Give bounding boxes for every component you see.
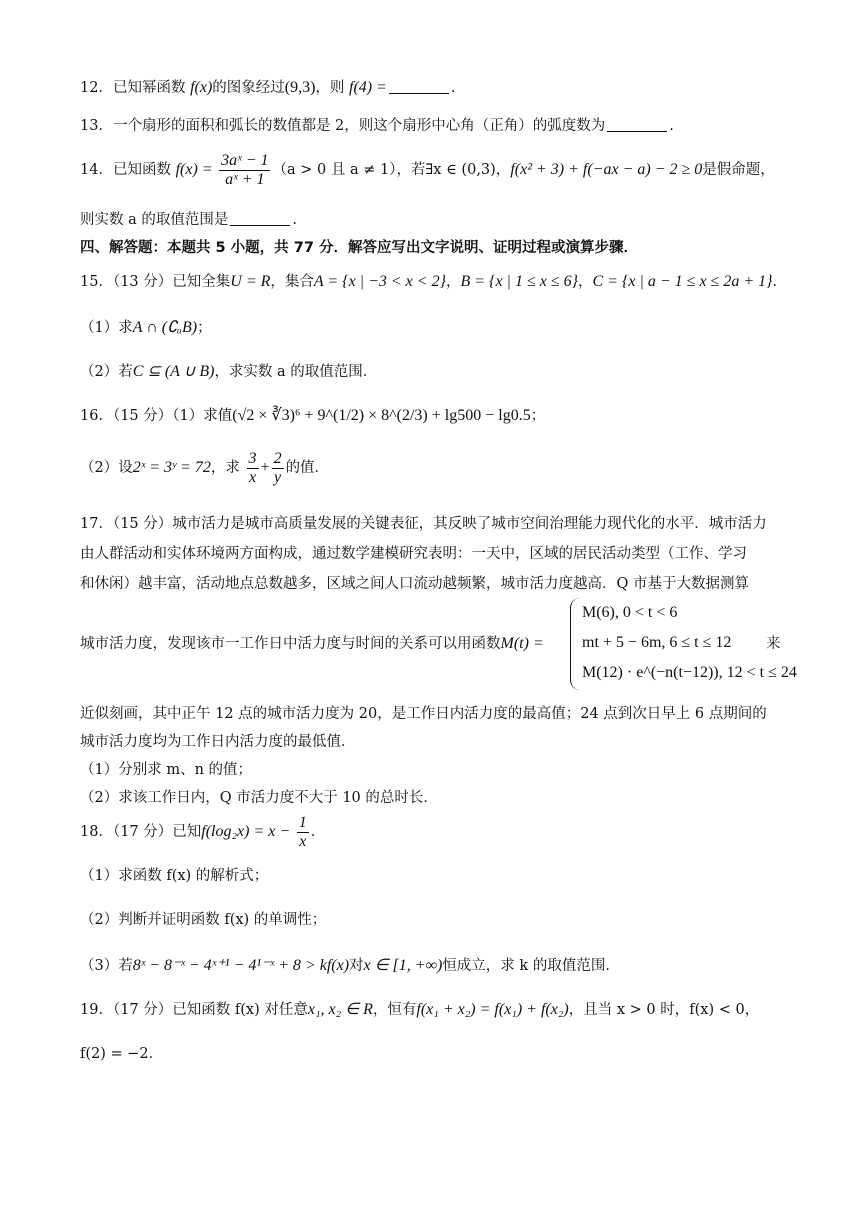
question-number: 13． — [80, 118, 113, 134]
question-12: 12．已知幂函数 f(x)的图象经过(9,3)，则 f(4) = . — [80, 79, 456, 96]
question-13: 13．一个扇形的面积和弧长的数值都是 2，则这个扇形中心角（正角）的弧度数为 . — [80, 118, 674, 134]
question-17-line4-end: 来 — [766, 636, 781, 652]
question-17-line4: 城市活力度，发现该市一工作日中活力度与时间的关系可以用函数M(t) = — [80, 635, 544, 652]
question-number: 16． — [80, 408, 113, 424]
question-17-line3: 和休闲）越丰富，活动地点总数越多，区域之间人口流动越频繁，城市活力度越高．Q 市基于大数据测算 — [80, 576, 749, 592]
fraction: $\frac{1}{x}$ — [298, 813, 307, 850]
question-17: 17．（15 分）城市活力是城市高质量发展的关键表征，其反映了城市空间治理能力现代化的水平．城市活力 — [80, 516, 767, 532]
question-16-part2: （2）设2ˣ = 3ʸ = 72，求 $\frac{3}{x}$ + $\frac{2}{y}$ 的值． — [80, 449, 330, 486]
question-number: 14． — [80, 162, 113, 178]
fraction: $\frac{3}{x}$ — [248, 449, 257, 486]
question-19: 19．（17 分）已知函数 f(x) 对任意x₁, x₂ ∈ R，恒有f(x₁ + x₂) = f(x₁) + f(x₂)，且当 x > 0 时，f(x) < 0， — [80, 1001, 760, 1018]
answer-blank[interactable] — [389, 79, 449, 94]
question-18: 18．（17 分）已知f(log₂x) = x − $\frac{1}{x}$ ． — [80, 813, 326, 850]
question-number: 17． — [80, 516, 113, 532]
piecewise-case-1: M(6), 0 < t < 6 — [582, 604, 678, 621]
question-17-part1: （1）分别求 m、n 的值； — [80, 762, 253, 778]
question-17-line2: 由人群活动和实体环境两方面构成，通过数学建模研究表明：一天中，区域的居民活动类型（工作、学习 — [80, 546, 747, 562]
fraction: $\frac{2}{y}$ — [273, 449, 282, 486]
piecewise-case-3: M(12) · e^(−n(t−12)), 12 < t ≤ 24 — [582, 664, 797, 681]
question-15: 15．（13 分）已知全集U = R，集合A = {x | −3 < x < 2}，B = {x | 1 ≤ x ≤ 6}，C = {x | a − 1 ≤ x ≤ 2a + 1}． — [80, 273, 788, 290]
question-16: 16．（15 分）（1）求值(√2 × ∛3)⁶ + 9^(1/2) × 8^(2/3) + lg500 − lg0.5； — [80, 407, 546, 424]
question-17-part2: （2）求该工作日内，Q 市活力度不大于 10 的总时长． — [80, 790, 438, 806]
question-17-line6: 城市活力度均为工作日内活力度的最低值． — [80, 734, 356, 750]
question-17-line5: 近似刻画，其中正午 12 点的城市活力度为 20，是工作日内活力度的最高值；24 点到次日早上 6 点期间的 — [80, 706, 767, 722]
answer-blank[interactable] — [607, 117, 667, 132]
question-18-part2: （2）判断并证明函数 f(x) 的单调性； — [80, 912, 327, 928]
question-15-part2: （2）若C ⊆ (A ∪ B)，求实数 a 的取值范围． — [80, 363, 378, 380]
question-number: 18． — [80, 824, 113, 840]
question-number: 15． — [80, 274, 113, 290]
question-18-part3: （3）若8ˣ − 8⁻ˣ − 4ˣ⁺¹ − 4¹⁻ˣ + 8 > kf(x)对x ∈ [1, +∞)恒成立，求 k 的取值范围． — [80, 957, 620, 974]
answer-blank[interactable] — [230, 211, 290, 226]
piecewise-case-2: mt + 5 − 6m, 6 ≤ t ≤ 12 — [582, 634, 732, 651]
question-14-line2: 则实数 a 的取值范围是 . — [80, 212, 297, 228]
question-14: 14．已知函数 f(x) = $\frac{\text{3aˣ − 1}}{\text{aˣ + 1}}$ （a > 0 且 a ≠ 1），若∃x ∈ (0,3)，f(x² + 3) + f(−ax − a) − 2 ≥ 0是假命题， — [80, 151, 775, 188]
question-19-line2: f(2) = −2． — [80, 1046, 164, 1062]
question-18-part1: （1）求函数 f(x) 的解析式； — [80, 868, 269, 884]
question-number: 12． — [80, 80, 113, 96]
section-heading: 四、解答题：本题共 5 小题，共 77 分．解答应写出文字说明、证明过程或演算步骤． — [80, 240, 638, 256]
question-number: 19． — [80, 1002, 113, 1018]
fraction: $\frac{\text{3aˣ − 1}}{\text{aˣ + 1}}$ — [221, 151, 269, 188]
question-15-part1: （1）求A ∩ (∁ᵤB)； — [80, 319, 212, 336]
